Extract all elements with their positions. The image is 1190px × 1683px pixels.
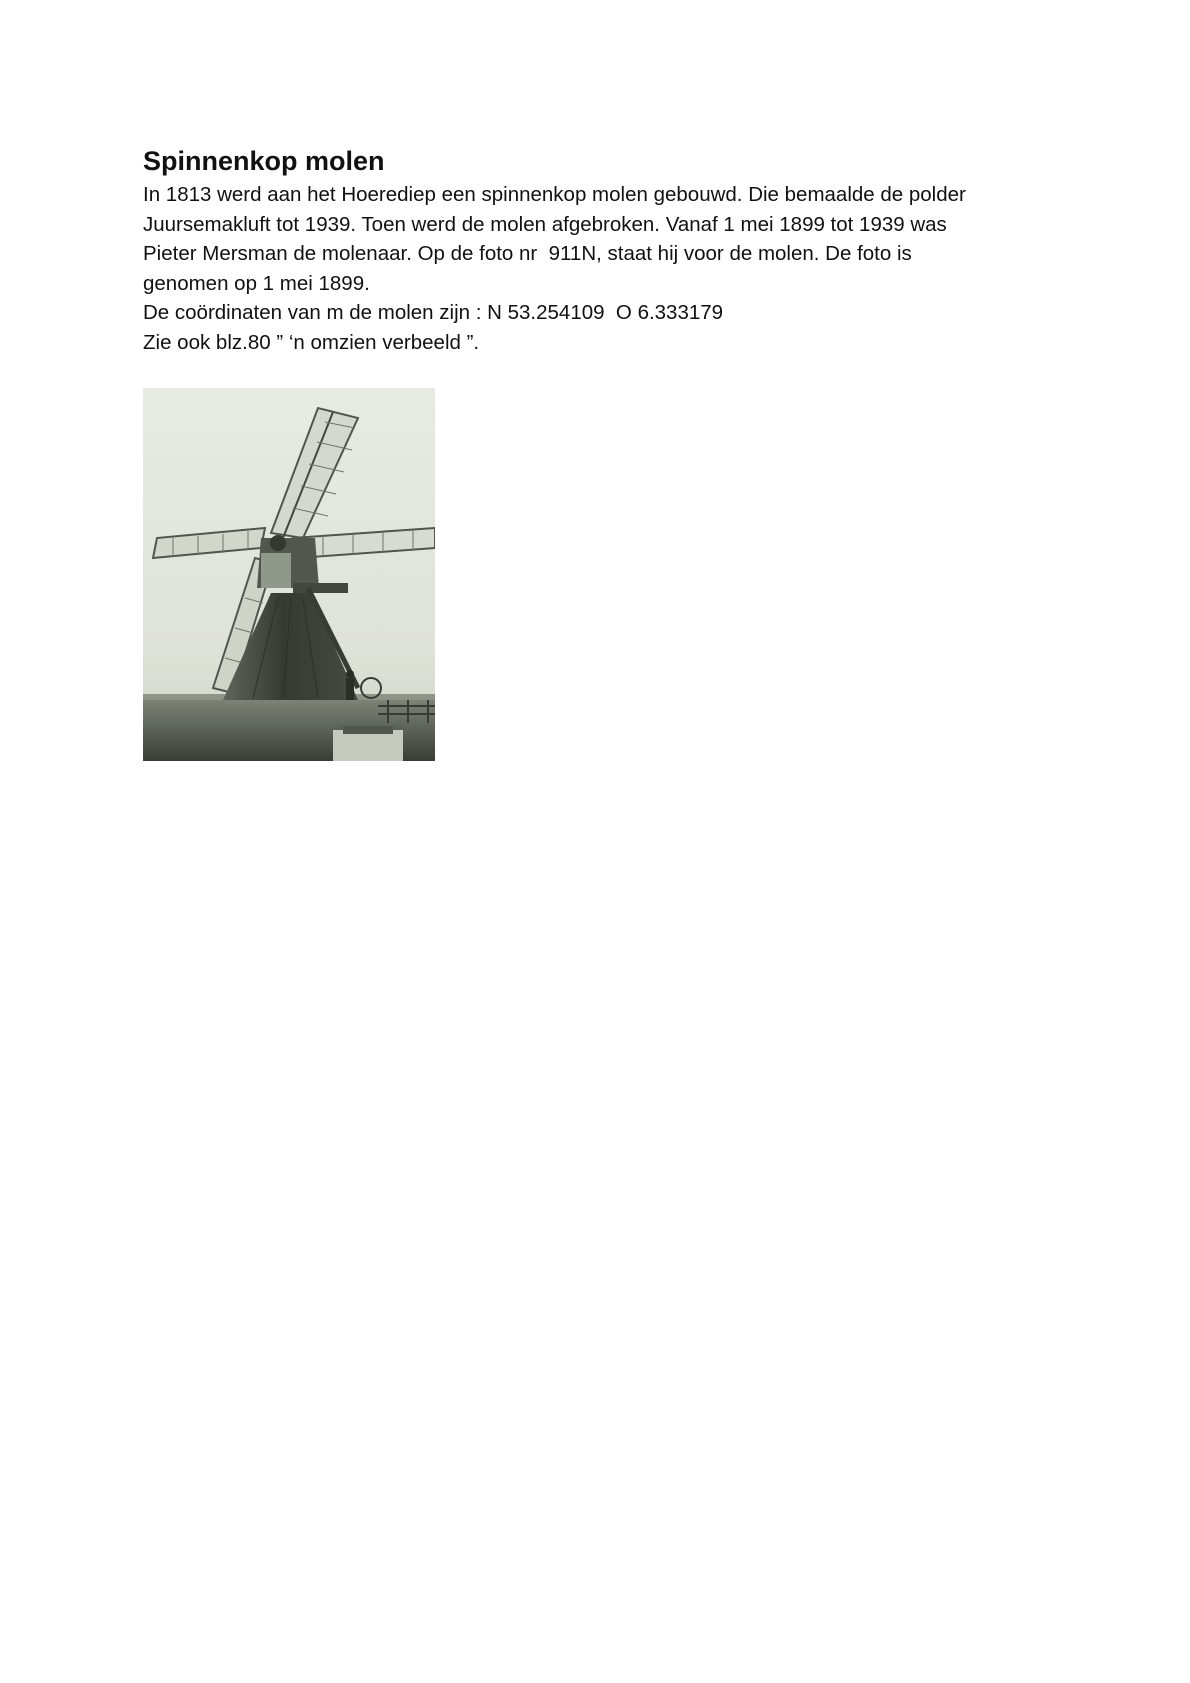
body-line: Juursemakluft tot 1939. Toen werd de molen afgebroken. Vanaf 1 mei 1899 tot 1939 was	[143, 212, 947, 236]
reference-line: Zie ook blz.80 ” ‘n omzien verbeeld ”.	[143, 330, 480, 354]
windmill-photo	[143, 388, 435, 761]
body-paragraph	[143, 180, 1043, 357]
body-line: In 1813 werd aan het Hoerediep een spinnenkop molen gebouwd. Die bemaalde de polder	[143, 183, 966, 206]
page-title: Spinnenkop molen	[143, 146, 385, 176]
text-block	[143, 144, 1043, 357]
coordinates-line: De coördinaten van m de molen zijn : N 53.254109 O 6.333179	[143, 301, 724, 324]
body-line: genomen op 1 mei 1899.	[143, 271, 370, 295]
body-line: Pieter Mersman de molenaar. Op de foto nr 911N, staat hij voor de molen. De foto is	[143, 242, 912, 265]
